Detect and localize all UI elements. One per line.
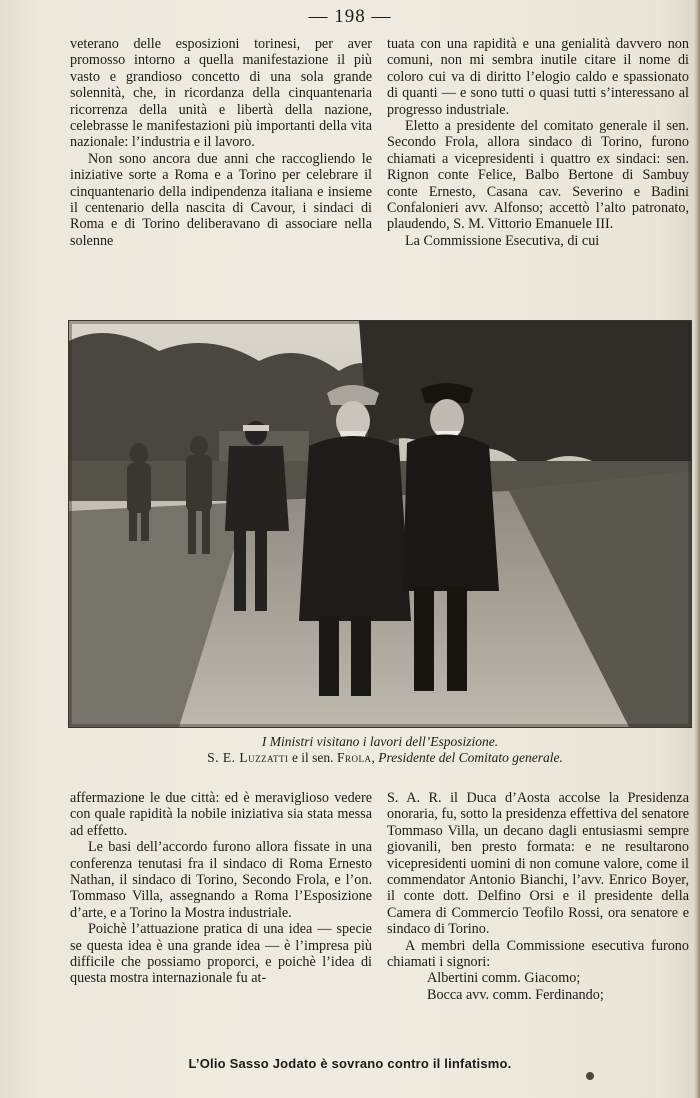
paragraph: Poichè l’attuazione pratica di una idea — specie se questa idea è una grande idea — è l’impresa più difficile che possiamo proporci, e poichè l’idea di questa mostra internazionale fu at- [70,921,372,987]
photograph-ministers-visit [68,320,692,728]
column-bottom-left [70,790,372,987]
paragraph: tuata con una rapidità e una genialità davvero non comuni, non mi sembra inutile citare il nome di coloro cui va di diritto l’elogio caldo e spassionato di quanti — e sono tutti o quasi tutti s’interessano al progresso industriale. [387,36,689,118]
page-edge-shadow [694,0,700,1098]
paragraph: La Commissione Esecutiva, di cui [405,232,600,249]
column-top-left [70,36,372,249]
caption-separator: , [371,750,379,765]
photo-caption-title: I Ministri visitano i lavori dell’Esposizione. [261,734,499,749]
paragraph: Eletto a presidente del comitato generale il sen. Secondo Frola, allora sindaco di Torino, furono chiamati a vicepresidenti i quattro ex sindaci: sen. Rignon conte Felice, Balbo Bertone di Sambuy conte Ernesto, Casana cav. Severino e Badini Confalonieri avv. Alfonso; accettò l’alto patronato, plaudendo, S. M. Vittorio Emanuele III. [387,118,689,233]
photo-illustration [69,321,691,727]
photo-caption-credits [0,750,700,766]
column-top-right [387,36,689,249]
ink-dot [586,1072,594,1080]
caption-name-frola: Frola [336,750,372,765]
page-number: — 198 — [308,6,392,27]
footer-advertisement: L’Olio Sasso Jodato è sovrano contro il linfatismo. [188,1056,512,1071]
paragraph: A membri della Commissione esecutiva furono chiamati i signori: [387,937,689,971]
caption-connector: e il sen. [288,750,337,765]
paragraph: Le basi dell’accordo furono allora fissate in una conferenza tenutasi fra il sindaco di Roma Ernesto Nathan, il sindaco di Torino, Secondo Frola, e l’on. Tommaso Villa, assegnando a Roma l’Esposizione d’arte, e a Torino la Mostra industriale. [70,839,372,921]
paragraph: affermazione le due città: ed è meraviglioso vedere con quale rapidità la nobile iniziativa sia stata messa ad effetto. [70,790,372,839]
caption-name-luzzatti: S. E. Luzzatti [207,750,289,765]
paragraph: Non sono ancora due anni che raccogliendo le iniziative sorte a Roma e a Torino per celebrare il cinquantenario della indipendenza italiana e insieme il centenario della nascita di Cavour, i sindaci di Roma e di Torino deliberavano di associare nella solenne [70,150,372,249]
paragraph: S. A. R. il Duca d’Aosta accolse la Presidenza onoraria, fu, sotto la presidenza effettiva del senatore Tommaso Villa, un decano dagli entusiasmi sempre giovanili, ben presto formata: e ne resultarono vicepresidenti uomini di non comune valore, come il commendator Antonio Bianchi, l’avv. Enrico Boyer, il conte dott. Delfino Orsi e il presidente della Camera di Commercio Teofilo Rossi, ora senatore e sindaco di Torino. [387,790,689,938]
column-bottom-right [387,790,689,1003]
member-list-item: Albertini comm. Giacomo; [427,970,581,987]
paragraph: veterano delle esposizioni torinesi, per aver promosso intorno a quella manifestazione il più vasto e grandioso concetto di una sola grande solennità, che, in ricordanza della cinquantenaria ricorrenza della unità e libertà della nazione, celebrasse le manifestazioni più importanti della vita nazionale: l’industria e il lavoro. [70,36,372,151]
caption-role: Presidente del Comitato generale. [378,750,563,765]
member-list-item: Bocca avv. comm. Ferdinando; [427,986,604,1003]
